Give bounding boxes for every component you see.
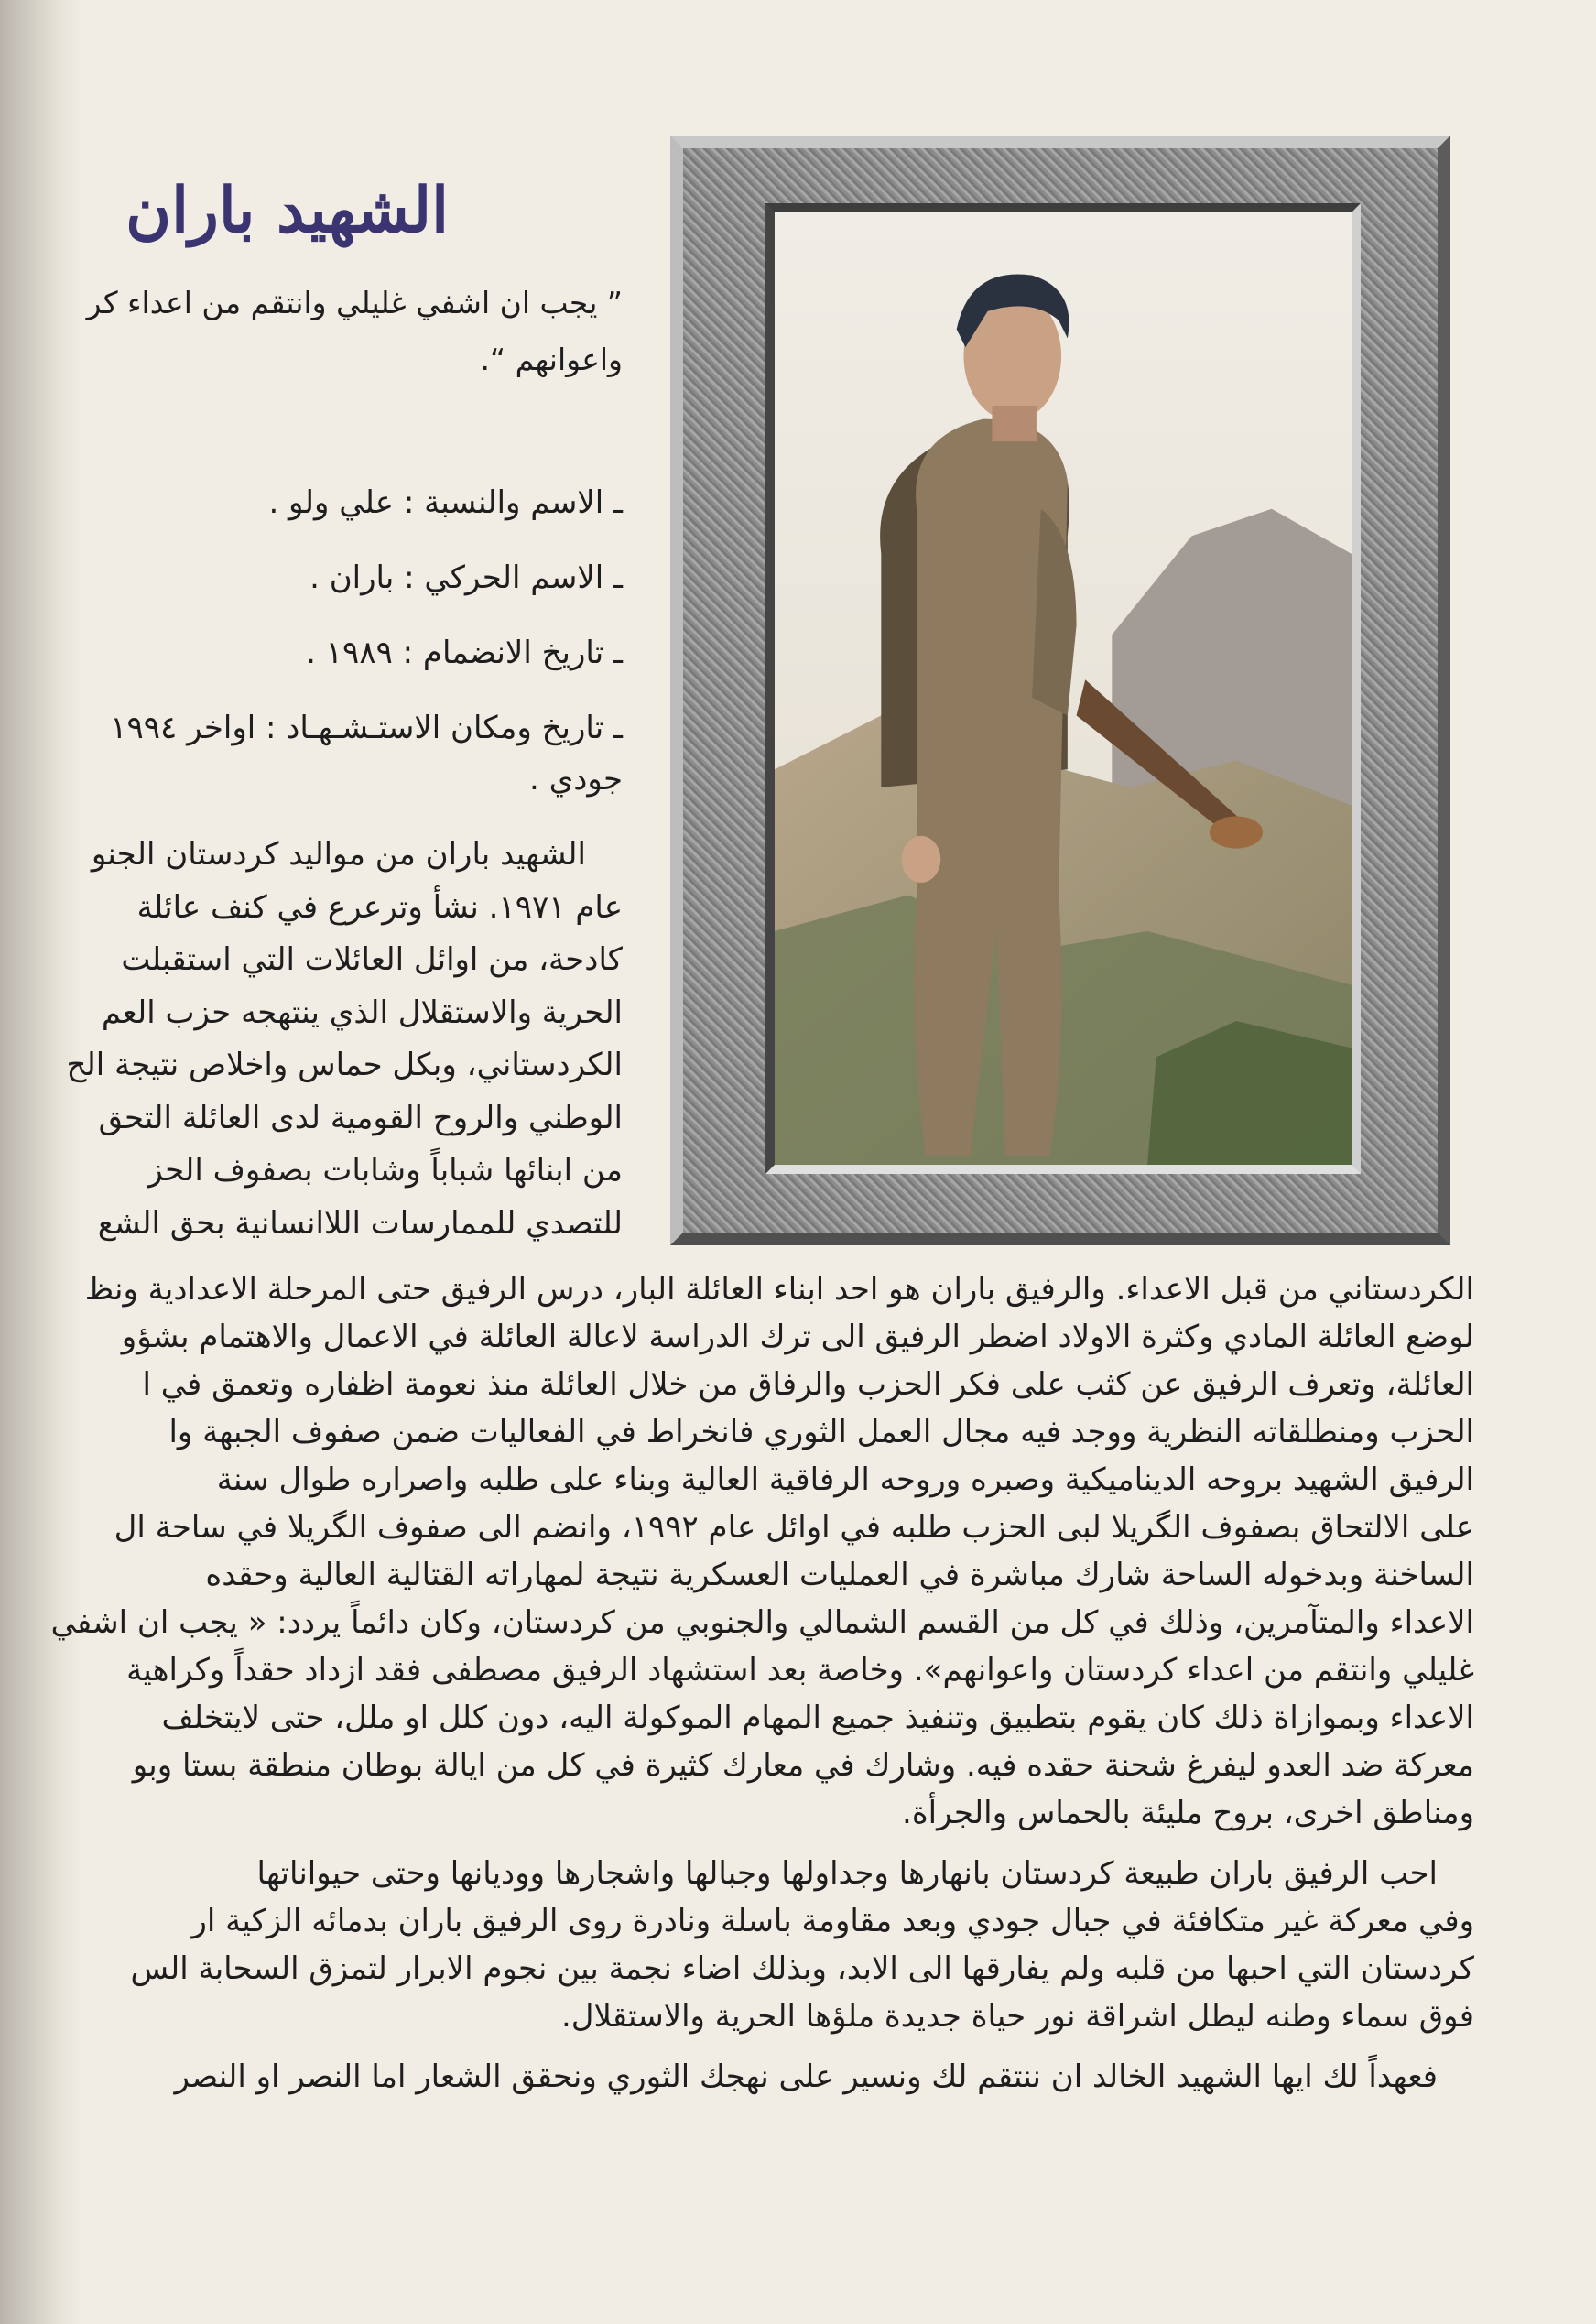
article-line: من ابنائها شباباً وشابات بصفوف الحز <box>147 1152 623 1189</box>
article-line: لوضع العائلة المادي وكثرة الاولاد اضطر الرفيق الى ترك الدراسة لاعالة العائلة في الاعمال والاهتمام بشؤو <box>121 1319 1474 1355</box>
article-line: عام ١٩٧١. نشأ وترعرع في كنف عائلة <box>136 888 623 926</box>
article-line: الاعداء والمتآمرين، وذلك في كل من القسم الشمالي والجنوبي من كردستان، وكان دائماً يردد: « يجب ان اشفي <box>50 1604 1474 1641</box>
article-line: للتصدي للممارسات اللاانسانية بحق الشع <box>97 1204 623 1242</box>
article-line: الوطني والروح القومية لدى العائلة التحق <box>98 1099 623 1136</box>
article-line: الرفيق الشهيد بروحه الديناميكية وصبره وروحه الرفاقية العالية وبناء على طلبه واصراره طوال سنة <box>216 1461 1474 1498</box>
article-line: الاعداء وبموازاة ذلك كان يقوم بتطبيق وتنفيذ جميع المهام الموكولة اليه، دون كلل او ملل، حتى لايتخلف <box>161 1700 1474 1736</box>
fact-join-date: ـ تاريخ الانضمام : ١٩٨٩ . <box>306 635 623 671</box>
quote-line-2: واعوانهم “. <box>480 342 623 377</box>
article-line: الحزب ومنطلقاته النظرية ووجد فيه مجال العمل الثوري فانخراط في الفعاليات ضمن صفوف الجبهة وا <box>168 1414 1474 1450</box>
article-line: فوق سماء وطنه ليطل اشراقة نور حياة جديدة ملؤها الحرية والاستقلال. <box>560 1998 1474 2035</box>
fact-martyrdom: ـ تاريخ ومكان الاستـشـهـاد : اواخر ١٩٩٤ <box>110 710 623 746</box>
article-line: ومناطق اخرى، بروح مليئة بالحماس والجرأة. <box>902 1795 1474 1831</box>
article-line: الحرية والاستقلال الذي ينتهجه حزب العم <box>101 994 623 1031</box>
portrait-photo <box>765 203 1361 1174</box>
closing-line: فعهداً لك ايها الشهيد الخالد ان ننتقم لك ونسير على نهجك الثوري ونحقق الشعار اما النصر او النصر <box>174 2058 1438 2095</box>
article-line: الكردستاني من قبل الاعداء. والرفيق باران هو احد ابناء العائلة البار، درس الرفيق حتى المرحلة الاعدادية ونظ <box>84 1271 1474 1308</box>
fighter-photo-icon <box>775 212 1352 1165</box>
article-line: وفي معركة غير متكافئة في جبال جودي وبعد مقاومة باسلة ونادرة روى الرفيق باران بدمائه الزكية ار <box>191 1903 1474 1939</box>
article-line: الساخنة وبدخوله الساحة شارك مباشرة في العمليات العسكرية نتيجة لمهاراته القتالية العالية وحقده <box>205 1557 1474 1593</box>
article-line: الكردستاني، وبكل حماس واخلاص نتيجة الح <box>66 1047 623 1083</box>
fact-name: ـ الاسم والنسبة : علي ولو . <box>268 484 623 521</box>
article-line: غليلي وانتقم من اعداء كردستان واعوانهم». وخاصة بعد استشهاد الرفيق مصطفى فقد ازداد حقداً وكراهية <box>126 1652 1474 1689</box>
fact-alias: ـ الاسم الحركي : باران . <box>309 559 623 596</box>
article-line: الشهيد باران من مواليد كردستان الجنو <box>91 836 586 873</box>
epigraph-quote <box>37 275 623 388</box>
article-line: كادحة، من اوائل العائلات التي استقبلت <box>121 941 623 978</box>
article-line: على الالتحاق بصفوف الگريلا لبى الحزب طلبه في اوائل عام ١٩٩٢، وانضم الى صفوف الگريلا في ساحة ال <box>114 1509 1474 1546</box>
article-line: كردستان التي احبها من قلبه ولم يفارقها الى الابد، وبذلك اضاء نجمة بين نجوم الابرار لتمزق السحابة الس <box>130 1950 1474 1987</box>
article-body <box>37 1265 1474 2101</box>
article-line: العائلة، وتعرف الرفيق عن كثب على فكر الحزب والرفاق من خلال العائلة منذ نعومة اظفاره وتعمق في ا <box>142 1366 1474 1403</box>
photo-frame <box>670 136 1450 1245</box>
biography-facts <box>37 481 623 801</box>
fact-martyrdom-place: جودي . <box>529 761 623 798</box>
article-line: معركة ضد العدو ليفرغ شحنة حقده فيه. وشارك في معارك كثيرة في كل من ايالة بوطان منطقة بستا وبو <box>132 1747 1474 1784</box>
article-column-top <box>37 829 623 1250</box>
article-line: احب الرفيق باران طبيعة كردستان بانهارها وجداولها وجبالها واشجارها ووديانها وحتى حيواناتها <box>256 1855 1438 1892</box>
page-title: الشهيد باران <box>125 174 449 247</box>
quote-line-1: ” يجب ان اشفي غليلي وانتقم من اعداء كر <box>86 285 623 320</box>
